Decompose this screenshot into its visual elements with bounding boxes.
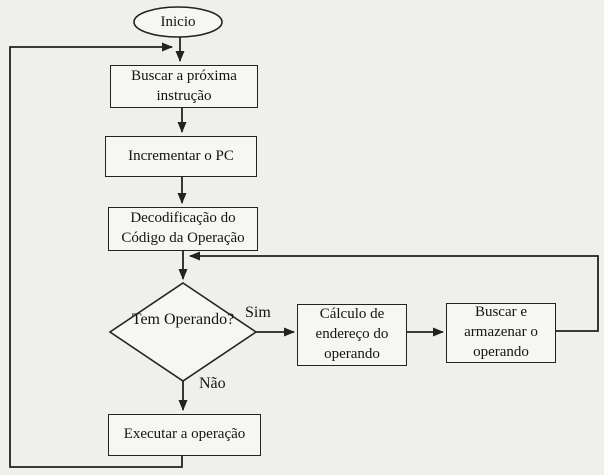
node-increment-pc	[105, 136, 257, 177]
edge-execute-loopback	[10, 47, 182, 467]
decision-diamond-shape	[110, 283, 256, 381]
node-calc-address-label: Cálculo de endereço do operando	[315, 306, 389, 362]
node-increment-pc-label: Incrementar o PC	[128, 147, 234, 164]
node-decision-label: Tem Operando?	[131, 311, 235, 328]
node-fetch-instruction-label: Buscar a próxima instrução	[131, 67, 237, 104]
node-execute	[108, 414, 261, 456]
node-calc-address	[297, 304, 407, 366]
node-decode-opcode	[108, 207, 258, 251]
node-execute-label: Executar a operação	[123, 426, 246, 443]
branch-label-no: Não	[199, 375, 226, 392]
node-fetch-store-operand-label: Buscar e armazenar o operando	[464, 304, 538, 360]
node-fetch-instruction	[110, 65, 258, 108]
node-fetch-store-operand	[446, 303, 556, 363]
node-decode-opcode-label: Decodificação do Código da Operação	[121, 210, 245, 246]
start-node-label: Inicio	[160, 13, 196, 30]
branch-label-yes: Sim	[245, 304, 271, 321]
